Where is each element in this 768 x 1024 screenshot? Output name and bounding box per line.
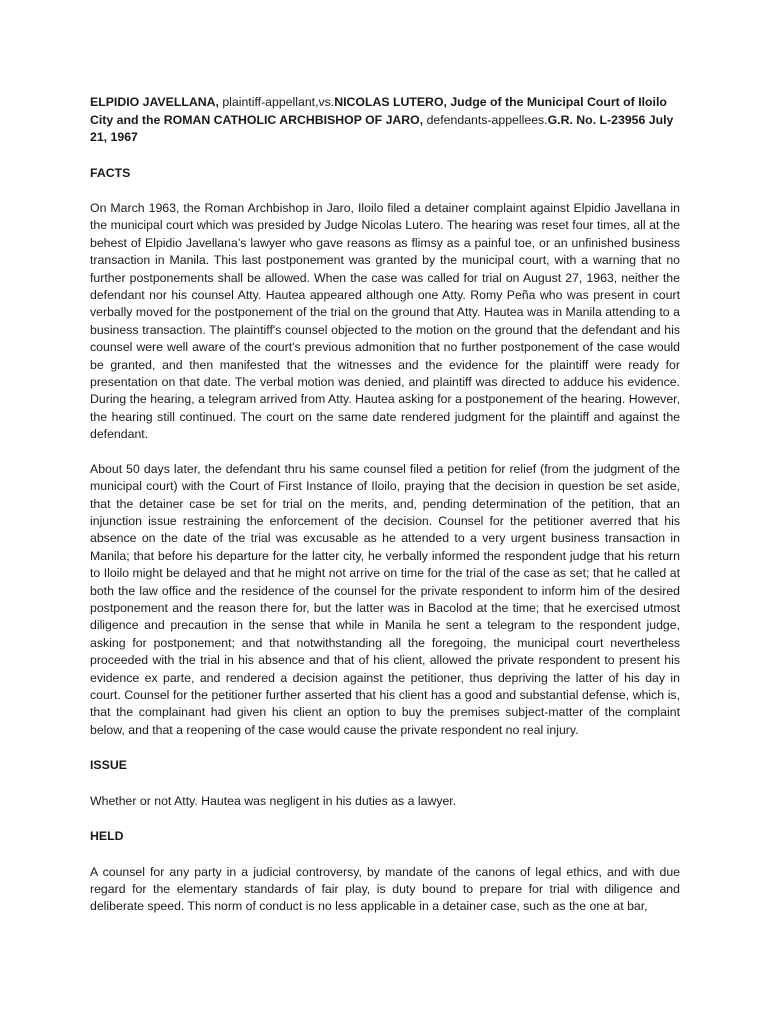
document-page (90, 94, 680, 916)
defendants-role: defendants-appellees. (423, 112, 548, 127)
defendants-names: NICOLAS LUTERO, Judge of the Municipal Court of Iloilo City and the ROMAN CATHOLIC ARCHBISHOP OF JARO, (90, 95, 667, 127)
issue-paragraph: Whether or not Atty. Hautea was negligent in his duties as a lawyer. (90, 793, 457, 808)
issue-heading: ISSUE (90, 758, 127, 773)
facts-paragraph-1: On March 1963, the Roman Archbishop in Jaro, Iloilo filed a detainer complaint against Elpidio Javellana in the municipal court which was presided by Judge Nicolas Lutero. The hearing was reset four times, all at the behest of Elpidio Javellana’s lawyer who gave reasons as flimsy as a painful toe, or an unfinished business transaction in Manila. This last postponement was granted by the municipal court, with a warning that no further postponements shall be allowed. When the case was called for trial on August 27, 1963, neither the defendant nor his counsel Atty. Hautea appeared although one Atty. Romy Peña who was present in court verbally moved for the postponement of the trial on the ground that Atty. Hautea was in Manila attending to a business transaction. The plaintiff's counsel objected to the motion on the ground that the defendant and his counsel were well aware of the court's previous admonition that no further postponement of the case would be granted, and then manifested that the witnesses and the evidence for the plaintiff were ready for presentation on that date. The verbal motion was denied, and plaintiff was directed to adduce his evidence. During the hearing, a telegram arrived from Atty. Hautea asking for a postponement of the hearing. However, the hearing still continued. The court on the same date rendered judgment for the plaintiff and against the defendant. (90, 201, 680, 442)
held-paragraph: A counsel for any party in a judicial controversy, by mandate of the canons of legal ethics, and with due regard for the elementary standards of fair play, is duty bound to prepare for trial with diligence and deliberate speed. This norm of conduct is no less applicable in a detainer case, such as the one at bar, (90, 864, 680, 914)
case-title (90, 94, 680, 147)
case-citation: G.R. No. L-23956 July 21, 1967 (90, 112, 674, 144)
facts-heading: FACTS (90, 165, 131, 180)
facts-paragraph-2: About 50 days later, the defendant thru his same counsel filed a petition for relief (from the judgment of the municipal court) with the Court of First Instance of Iloilo, praying that the decision in question be set aside, that the detainer case be set for trial on the merits, and, pending determination of the petition, that an injunction issue restraining the enforcement of the decision. Counsel for the petitioner averred that his absence on the date of the trial was excusable as he attended to a very urgent business transaction in Manila; that before his departure for the latter city, he verbally informed the respondent judge that his return to Iloilo might be delayed and that he might not arrive on time for the trial of the case as set; that he called at both the law office and the residence of the counsel for the private respondent to inform him of the desired postponement and the reason there for, but the latter was in Bacolod at the time; that he exercised utmost diligence and precaution in the sense that while in Manila he sent a telegram to the respondent judge, asking for postponement; and that notwithstanding all the foregoing, the municipal court nevertheless proceeded with the trial in his absence and that of his client, allowed the private respondent to present his evidence ex parte, and rendered a decision against the petitioner, thus depriving the latter of his day in court. Counsel for the petitioner further asserted that his client has a good and substantial defense, which is, that the complainant had given his client an option to buy the premises subject-matter of the complaint below, and that a reopening of the case would cause the private respondent no real injury. (90, 461, 680, 737)
plaintiff-role: plaintiff-appellant,vs. (218, 95, 335, 109)
held-heading: HELD (90, 829, 124, 844)
plaintiff-name: ELPIDIO JAVELLANA, (90, 95, 219, 109)
